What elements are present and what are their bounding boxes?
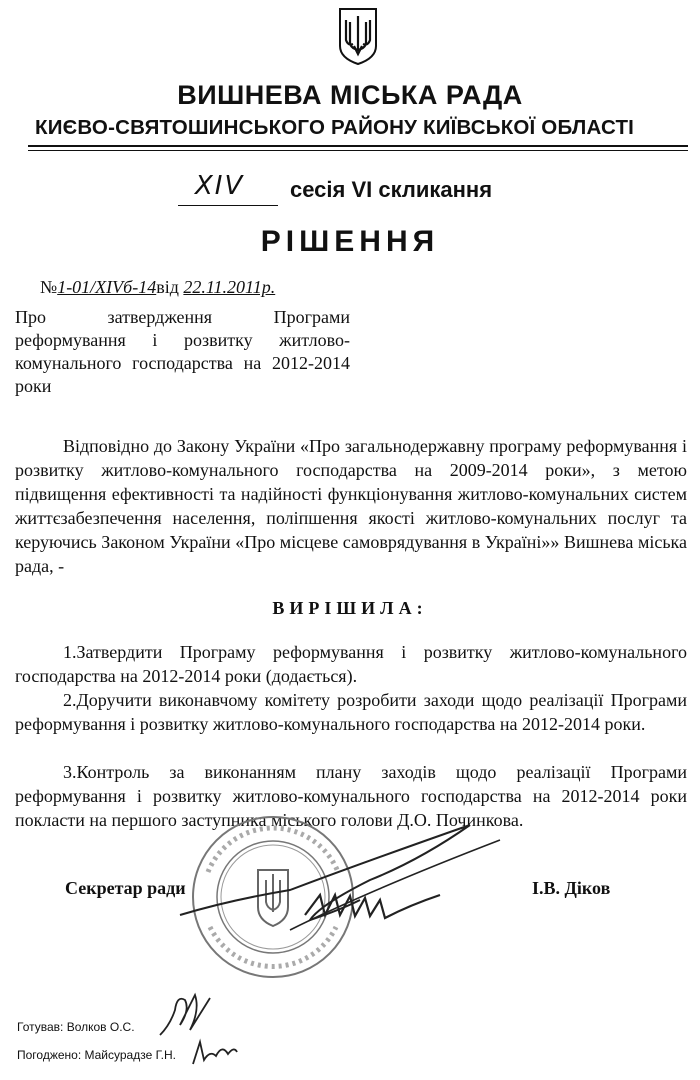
decision-subject: Про затвердження Програми реформування і розвитку житлово-комунального господарства на 2012-2014 роки (15, 307, 350, 396)
handwritten-signature (170, 820, 530, 940)
number-prefix: № (40, 277, 58, 297)
session-label: сесія VI скликання (290, 177, 493, 202)
preamble-paragraph: Відповідно до Закону України «Про загальнодержавну програму реформування і розвитку житлово-комунального господарства на 2009-2014 роки», з метою підвищення ефективності та надійності функціонування житлово-комунальних систем життєзабезпечення населення, поліпшення якості житлово-комунальних послуг та керуючись Законом України «Про місцеве самоврядування в Україні»» Вишнева міська рада, - (15, 436, 687, 576)
trident-emblem-icon (337, 6, 379, 66)
approved-by: Погоджено: Майсурадзе Г.Н. (17, 1048, 176, 1062)
decision-number: 1-01/XIVб-14 (57, 277, 157, 297)
signatory-name: І.В. Діков (532, 878, 611, 898)
header-rule (28, 145, 688, 147)
preparer-signature (155, 990, 215, 1040)
resolution-item-1: 1.Затвердити Програму реформування і розвитку житлово-комунального господарства на 2012-2014 роки (додається). (15, 642, 687, 686)
resolved-heading: ВИРІШИЛА: (272, 598, 428, 618)
approver-signature (190, 1036, 240, 1068)
resolution-item-2: 2.Доручити виконавчому комітету розробити заходи щодо реалізації Програми реформування і розвитку житлово-комунального господарства на 2012-2014 роки. (15, 690, 687, 734)
date-prefix: від (156, 277, 179, 297)
prepared-by: Готував: Волков О.С. (17, 1020, 135, 1034)
decision-number-line (40, 277, 275, 298)
document-title: РІШЕННЯ (260, 225, 440, 258)
resolution-item-3: 3.Контроль за виконанням плану заходів щодо реалізації Програми реформування і розвитку житлово-комунального господарства на 2012-2014 роки покласти на першого заступника міського голови Д.О. Починкова. (15, 762, 687, 830)
district-name: КИЄВО-СВЯТОШИНСЬКОГО РАЙОНУ КИЇВСЬКОЇ ОБЛАСТІ (35, 116, 635, 139)
header-rule-thin (28, 150, 688, 151)
council-name: ВИШНЕВА МІСЬКА РАДА (177, 80, 523, 110)
session-number: XIV (195, 171, 245, 201)
signature-label: Секретар ради (65, 878, 186, 898)
decision-date: 22.11.2011р. (183, 277, 276, 297)
